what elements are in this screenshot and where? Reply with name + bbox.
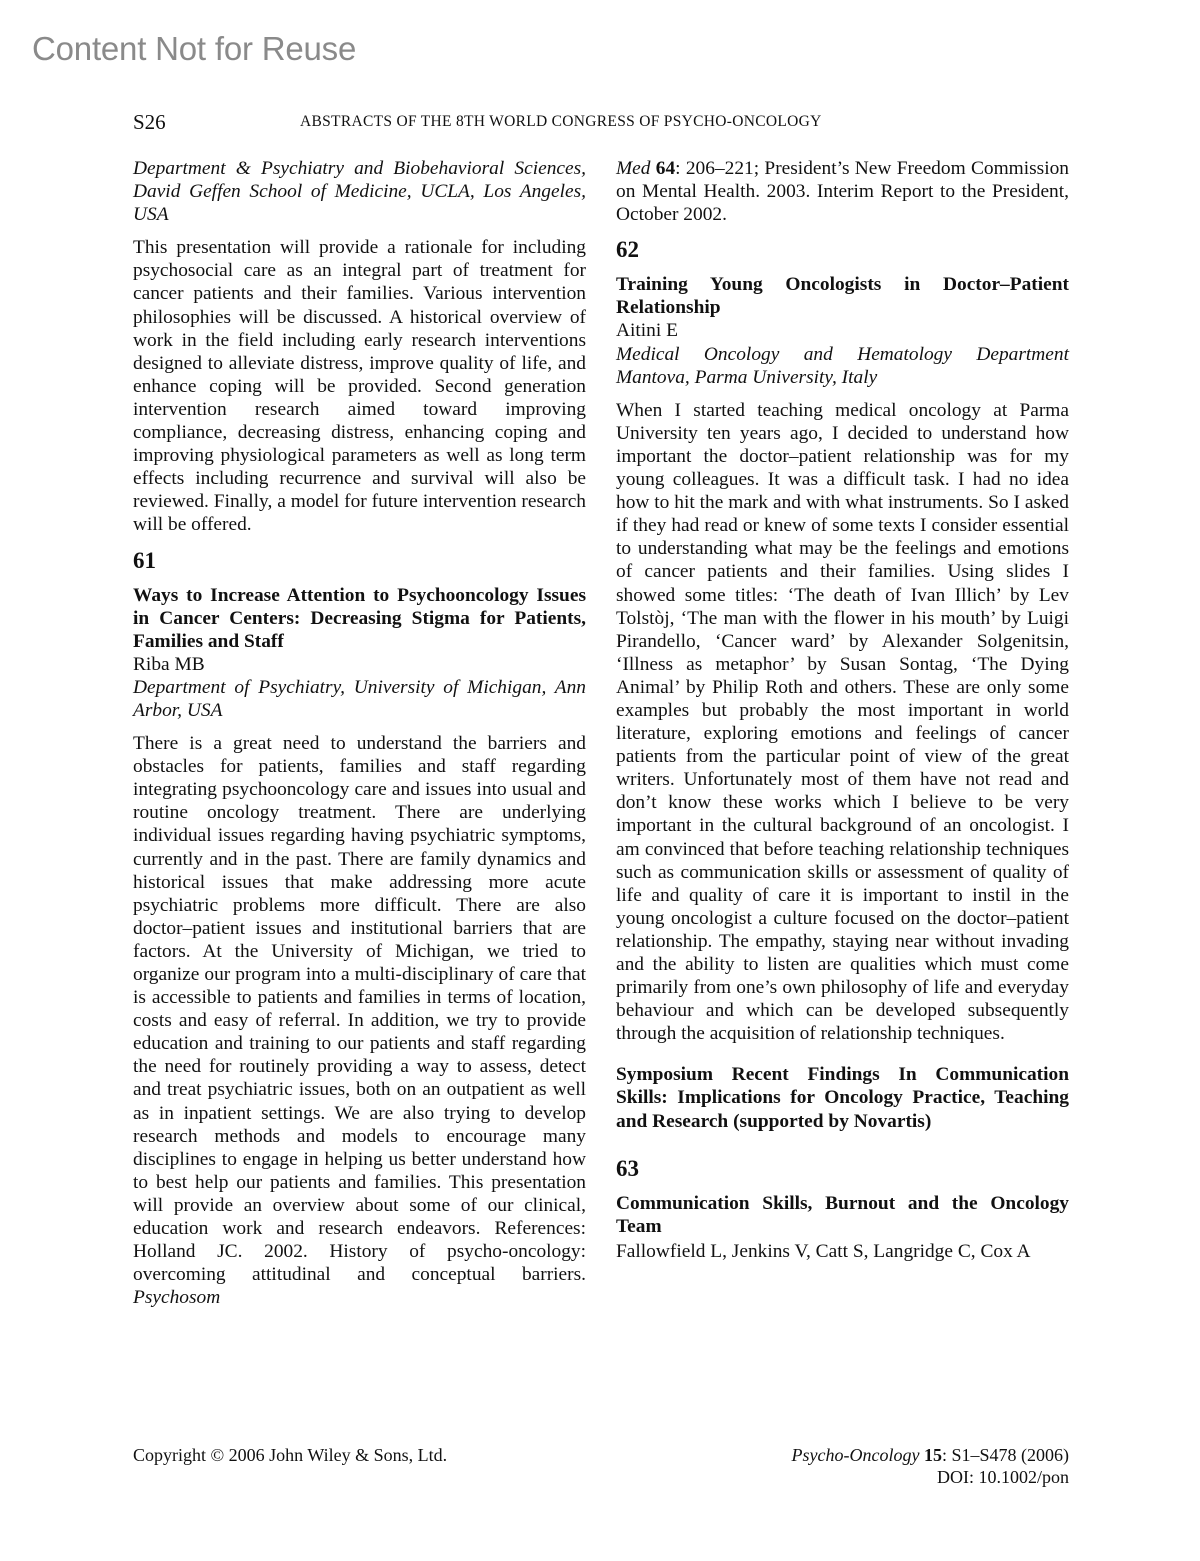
footer-volume: 15 xyxy=(923,1445,942,1465)
abstract-title-63: Communication Skills, Burnout and the Oncology Team xyxy=(616,1192,1069,1237)
journal-heading: ABSTRACTS OF THE 8TH WORLD CONGRESS OF PSYCHO-ONCOLOGY xyxy=(300,113,822,130)
abstract-authors-61: Riba MB xyxy=(133,653,205,675)
abstract-affiliation-61: Department of Psychiatry, University of Michigan, Ann Arbor, USA xyxy=(133,676,586,721)
journal-name: Psychosom xyxy=(133,1287,221,1309)
reference-continued xyxy=(616,157,1069,226)
footer-journal: Psycho-Oncology xyxy=(791,1445,920,1465)
running-head xyxy=(133,110,1069,134)
affiliation-continued: Department & Psychiatry and Biobehavioral Sciences, David Geffen School of Medicine, UCLA, Los Angeles, USA xyxy=(133,158,586,226)
footer-pages: : S1–S478 (2006) xyxy=(941,1445,1069,1465)
ref-volume: 64 xyxy=(655,158,676,179)
abstract-affiliation-62: Medical Oncology and Hematology Department Mantova, Parma University, Italy xyxy=(616,343,1069,388)
right-column xyxy=(616,157,1069,1263)
ref-journal: Med xyxy=(616,158,651,179)
ref-rest: : 206–221; President’s New Freedom Commission on Mental Health. 2003. Interim Report to the President, October 2002. xyxy=(616,158,1069,226)
copyright: Copyright © 2006 John Wiley & Sons, Ltd. xyxy=(133,1445,448,1465)
left-column xyxy=(133,157,586,1309)
abstract-number-61: 61 xyxy=(133,547,156,573)
abstract-60-body: This presentation will provide a rationale for including psychosocial care as an integral part of treatment for cancer patients and their families. Various intervention philosophies will be discussed. A historical overview of work in the field including early research interventions designed to alleviate distress, improve quality of life, and enhance coping will be provided. Second generation intervention research aimed toward improving compliance, decreasing distress, enhancing coping and improving physiological parameters as well as long term effects including recurrence and survival will also be reviewed. Finally, a model for future intervention research will be offered. xyxy=(133,237,586,536)
abstract-title-61: Ways to Increase Attention to Psychooncology Issues in Cancer Centers: Decreasing Stigma for Patients, Families and Staff xyxy=(133,584,586,652)
abstract-authors-62: Aitini E xyxy=(616,320,678,342)
journal-citation xyxy=(792,1444,1069,1488)
abstract-body-61 xyxy=(133,732,586,1309)
abstract-number-62: 62 xyxy=(616,237,639,263)
abstract-number-63: 63 xyxy=(616,1155,639,1181)
doi: DOI: 10.1002/pon xyxy=(937,1467,1069,1487)
page-number: S26 xyxy=(133,110,166,134)
abstract-title-62: Training Young Oncologists in Doctor–Patient Relationship xyxy=(616,274,1069,319)
abstract-authors-63: Fallowfield L, Jenkins V, Catt S, Langridge C, Cox A xyxy=(616,1240,1031,1262)
abstract-body-61-text: There is a great need to understand the barriers and obstacles for patients, families and staff regarding integrating psychooncology care and issues into usual and routine oncology treatment. There are underlying individual issues regarding having psychiatric symptoms, currently and in the past. There are family dynamics and historical issues that make addressing more acute psychiatric problems more difficult. There are also doctor–patient issues and institutional barriers that are factors. At the University of Michigan, we tried to organize our program into a multi-disciplinary of care that is accessible to patients and families in terms of location, costs and easy of referral. In addition, we try to provide education and training to our patients and staff regarding the need for routinely providing a way to assess, detect and treat psychiatric issues, both on an outpatient as well as in inpatient settings. We are also trying to develop research methods and models to encourage many disciplines to engage in helping us better understand how to best help our patients and families. This presentation will provide an overview about some of our clinical, education work and research endeavors. References: Holland JC. 2002. History of psycho-oncology: overcoming attitudinal and conceptual barriers. xyxy=(133,733,586,1286)
watermark: Content Not for Reuse xyxy=(32,30,357,67)
abstract-body-62: When I started teaching medical oncology at Parma University ten years ago, I decided to understand how important the doctor–patient relationship was for my young colleagues. It was a difficult task. I had no idea how to hit the mark and with what instruments. So I asked if they had read or knew of some texts I consider essential to understanding what may be the feelings and emotions of cancer patients and their families. Using slides I showed some titles: ‘The death of Ivan Illich’ by Lev Tolstòj, ‘The man with the flower in his mouth’ by Luigi Pirandello, ‘Cancer ward’ by Alexander Solgenitsin, ‘Illness as metaphor’ by Susan Sontag, ‘The Dying Animal’ by Philip Roth and others. These are only some examples but probably the most important in world literature, exploring emotions and feelings of cancer patients from the particular point of view of the great writers. Unfortunately most of them have not read and don’t know these works which I believe to be very important in the cultural background of an oncologist. I am convinced that before teaching relationship techniques such as communication skills or assessment of quality of life and quality of care it is important to instil in the young oncologist a culture focused on the doctor–patient relationship. The empathy, staying near without invading and the ability to listen are qualities which must come primarily from one’s own philosophy of life and everyday behaviour and which can be developed subsequently through the acquisition of relationship techniques. xyxy=(616,399,1069,1045)
symposium-heading: Symposium Recent Findings In Communication Skills: Implications for Oncology Practice, Teaching and Research (supported by Novartis) xyxy=(616,1064,1069,1132)
